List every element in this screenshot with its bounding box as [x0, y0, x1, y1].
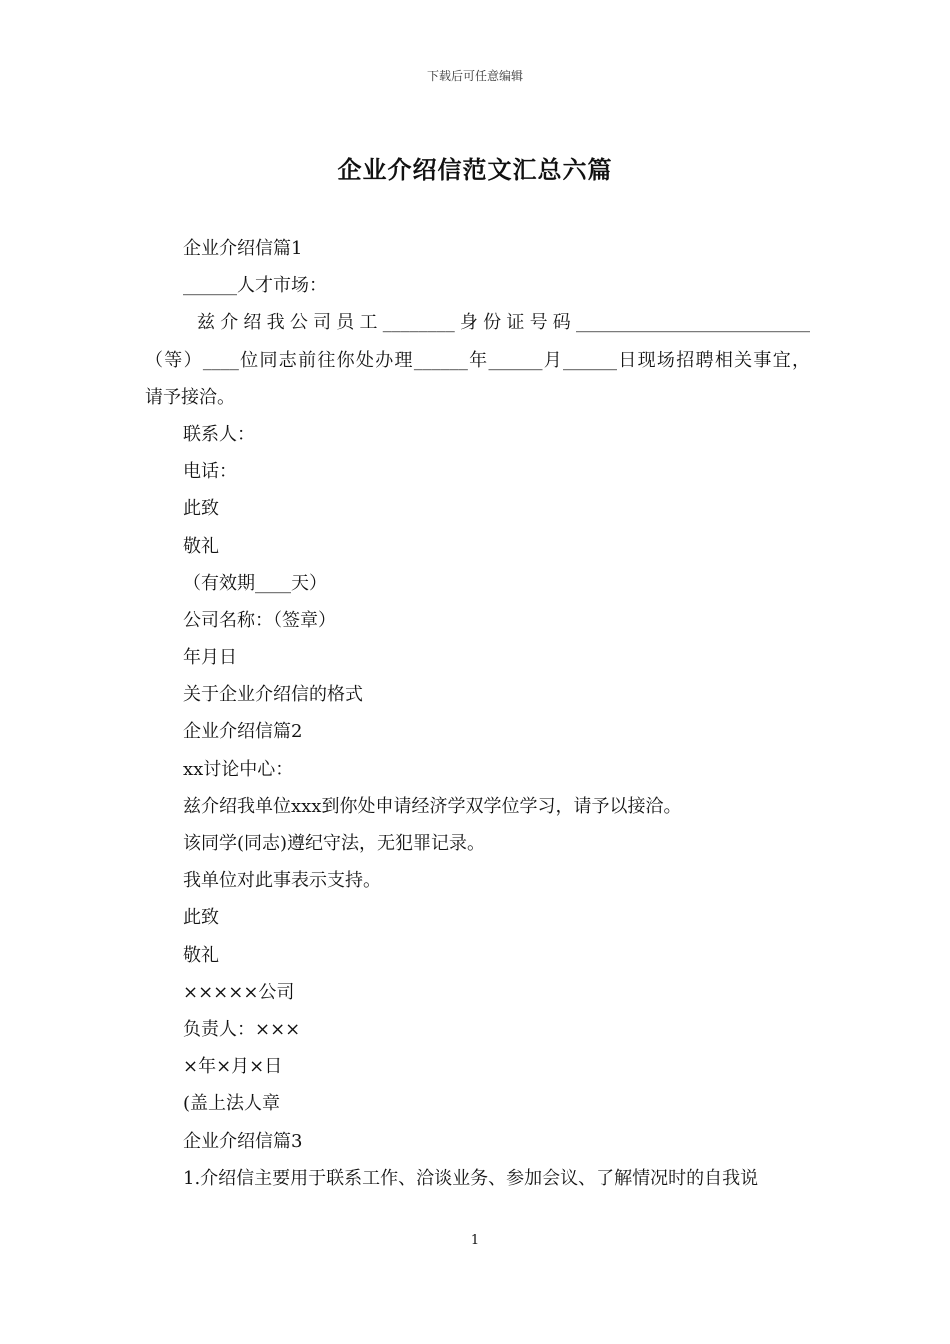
section-heading-1: 企业介绍信篇1 — [183, 238, 303, 259]
paragraph-line: 1.介绍信主要用于联系工作、洽谈业务、参加会议、了解情况时的自我说 — [183, 1167, 759, 1189]
company-signature: 公司名称：（签章） — [183, 609, 336, 631]
format-heading: 关于企业介绍信的格式 — [183, 684, 363, 706]
letter-body-line: 我单位对此事表示支持。 — [183, 870, 381, 892]
date-line: 年月日 — [183, 647, 237, 669]
closing-line: 此致 — [183, 907, 219, 929]
page-number: 1 — [470, 1233, 480, 1248]
phone-label: 电话： — [183, 461, 237, 483]
document-body — [145, 230, 810, 1197]
page-header-note: 下载后可任意编辑 — [426, 69, 523, 83]
letter-recipient: xx讨论中心： — [183, 758, 294, 780]
letter-body-line: 该同学(同志)遵纪守法，无犯罪记录。 — [183, 833, 486, 854]
letter-recipient: ______人才市场： — [183, 275, 327, 297]
letter-body-line: 兹介绍我单位xxx到你处申请经济学双学位学习，请予以接洽。 — [183, 795, 682, 817]
date-line: ×年×月×日 — [183, 1056, 283, 1078]
responsible-person: 负责人：××× — [183, 1018, 301, 1040]
validity-period: （有效期____天） — [183, 572, 327, 594]
document-title: 企业介绍信范文汇总六篇 — [337, 155, 613, 184]
closing-line: 敬礼 — [183, 944, 219, 966]
company-name: ×××××公司 — [183, 981, 295, 1003]
closing-line: 敬礼 — [183, 535, 219, 557]
contact-person-label: 联系人： — [183, 423, 255, 445]
closing-line: 此致 — [183, 498, 219, 520]
letter-body-line: 兹介绍我公司员工________身份证号码__________________________ — [197, 312, 810, 334]
letter-body-line: （等）____位同志前往你处办理______年______月______日现场招聘相关事宜， — [145, 349, 810, 371]
section-heading-2: 企业介绍信篇2 — [183, 721, 303, 743]
seal-note: (盖上法人章 — [183, 1093, 281, 1115]
section-heading-3: 企业介绍信篇3 — [183, 1130, 303, 1152]
letter-body-line: 请予接洽。 — [145, 386, 235, 408]
